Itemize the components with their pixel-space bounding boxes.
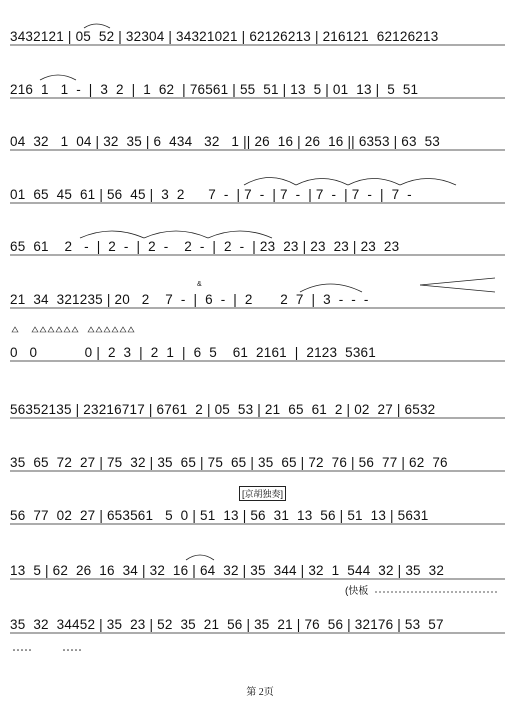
score-line-12: 35 32 34452 | 35 23 | 52 35 21 56 | 35 21 | 76 56 | 32176 | 53 57 xyxy=(10,617,444,632)
score-line-3: 04 32 1 04 | 32 35 | 6 434 32 1 || 26 16 | 26 16 || 6353 | 63 53 xyxy=(10,134,441,149)
slur-mark xyxy=(40,75,76,80)
kuaiban-label: (快板 xyxy=(345,586,369,597)
score-line-6: 21 34 321235 | 20 2 7 - | 6 - | 2 2 7 | 3 - - - xyxy=(10,292,369,307)
score-line-4: 01 65 45 61 | 56 45 | 3 2 7 - | 7 - | 7 - | 7 - | 7 - | 7 - xyxy=(10,187,412,202)
slur-mark xyxy=(300,284,362,292)
score-line-9: 35 65 72 27 | 75 32 | 35 65 | 75 65 | 35 65 | 72 76 | 56 77 | 62 76 xyxy=(10,455,448,470)
score-line-2: 216 1 1 - | 3 2 | 1 62 | 76561 | 55 51 | 13 5 | 01 13 | 5 51 xyxy=(10,82,419,97)
score-line-1: 3432121 | 05 52 | 32304 | 34321021 | 62126213 | 216121 62126213 xyxy=(10,29,439,44)
score-line-8: 56352135 | 23216717 | 6761 2 | 05 53 | 21 65 61 2 | 02 27 | 6532 xyxy=(10,402,436,417)
slur-mark xyxy=(84,24,110,28)
jinghu-solo-label: [京胡独奏] xyxy=(239,486,286,501)
crescendo-mark xyxy=(420,278,495,285)
ornament-mark: & xyxy=(197,281,202,288)
slur-mark xyxy=(348,179,400,186)
slur-mark xyxy=(186,555,214,560)
slur-mark xyxy=(400,179,456,186)
slur-mark xyxy=(208,231,272,238)
score-line-5: 65 61 2 - | 2 - | 2 - 2 - | 2 - | 23 23 | 23 23 | 23 23 xyxy=(10,239,400,254)
slur-mark xyxy=(144,231,208,238)
score-line-10: 56 77 02 27 | 653561 5 0 | 51 13 | 56 31 13 56 | 51 13 | 5631 xyxy=(10,508,429,523)
page-number: 第 2页 xyxy=(246,687,274,698)
score-line-11: 13 5 | 62 26 16 34 | 32 16 | 64 32 | 35 344 | 32 1 544 32 | 35 32 xyxy=(10,563,445,578)
score-line-7: 0 0 0 | 2 3 | 2 1 | 6 5 61 2161 | 2123 5361 xyxy=(10,345,376,360)
crescendo-mark xyxy=(420,285,495,292)
slur-mark xyxy=(296,179,348,186)
slur-mark xyxy=(244,178,296,186)
slur-mark xyxy=(80,231,144,238)
